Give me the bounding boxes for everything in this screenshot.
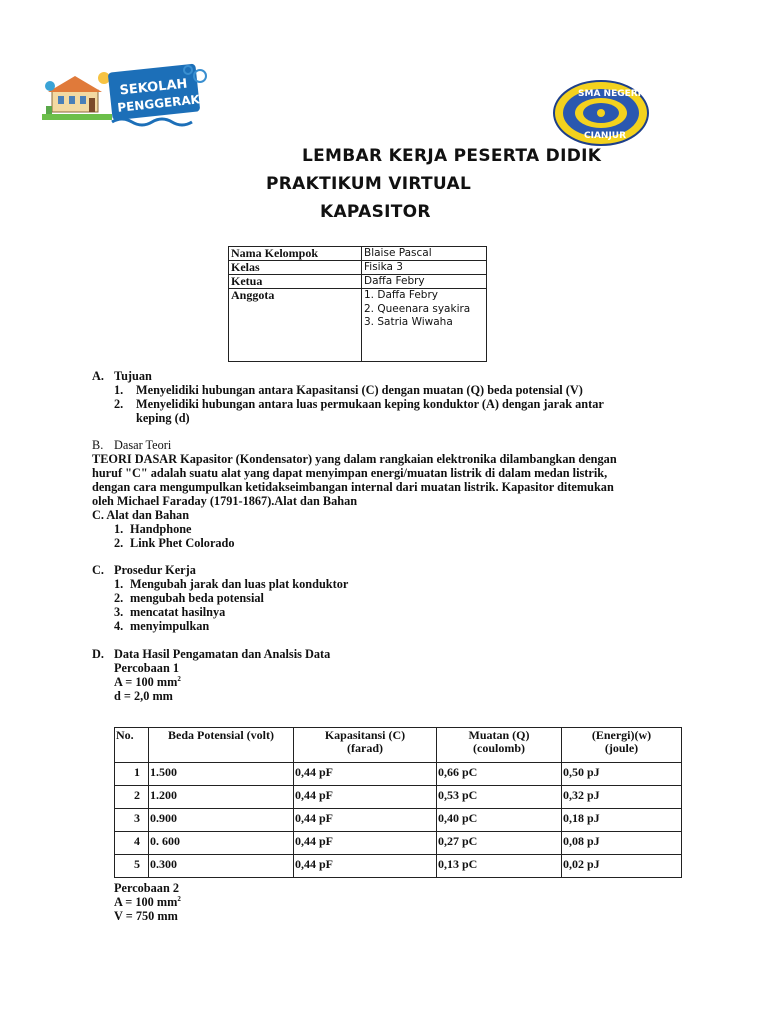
cell-no: 3	[115, 809, 149, 832]
section-c2-marker: C.	[92, 563, 104, 577]
members-label: Anggota	[229, 289, 362, 362]
identity-value: Fisika 3	[362, 261, 487, 275]
table-row	[115, 809, 682, 832]
paragraph-line: TEORI DASAR Kapasitor (Kondensator) yang dalam rangkaian elektronika dilambangkan dengan	[92, 452, 617, 466]
section-a-title: Tujuan	[114, 369, 152, 383]
col-header-capacitance	[294, 728, 437, 763]
identity-row-members	[229, 289, 487, 362]
table-row	[115, 855, 682, 878]
col-header-voltage: Beda Potensial (volt)	[149, 728, 294, 763]
cell-capacitance: 0,44 pF	[294, 832, 437, 855]
list-item: mengubah beda potensial	[130, 591, 264, 605]
superscript: 2	[177, 674, 181, 683]
list-item: Link Phet Colorado	[130, 536, 235, 550]
sekolah-penggerak-logo	[42, 62, 214, 128]
experiment-2-voltage: V = 750 mm	[114, 909, 178, 923]
header-line: (farad)	[347, 741, 383, 755]
section-c1-title: C. Alat dan Bahan	[92, 508, 190, 522]
col-header-no: No.	[115, 728, 149, 763]
table-row	[115, 786, 682, 809]
member-item: 1. Daffa Febry	[364, 289, 439, 301]
list-num: 2.	[114, 536, 124, 550]
paragraph-line: huruf "C" adalah suatu alat yang dapat menyimpan energi/muatan listrik di dalam medan listrik,	[92, 466, 608, 480]
section-b-title: Dasar Teori	[114, 438, 172, 452]
cell-energy: 0,18 pJ	[562, 809, 682, 832]
list-item: Menyelidiki hubungan antara Kapasitansi (C) dengan muatan (Q) beda potensial (V)	[136, 383, 583, 397]
cell-voltage: 1.500	[149, 763, 294, 786]
paragraph-line: oleh Michael Faraday (1791-1867).Alat dan Bahan	[92, 494, 358, 508]
superscript: 2	[177, 894, 181, 903]
list-num: 4.	[114, 619, 124, 633]
title-line-3: KAPASITOR	[320, 202, 431, 222]
cell-capacitance: 0,44 pF	[294, 809, 437, 832]
experiment-1-distance: d = 2,0 mm	[114, 689, 173, 703]
identity-value: Blaise Pascal	[362, 247, 487, 261]
header-line: (joule)	[604, 741, 639, 755]
section-d-title: Data Hasil Pengamatan dan Analsis Data	[114, 647, 331, 661]
section-a-marker: A.	[92, 369, 104, 383]
cell-charge: 0,66 pC	[437, 763, 562, 786]
list-item: menyimpulkan	[130, 619, 210, 633]
cell-no: 1	[115, 763, 149, 786]
cell-energy: 0,02 pJ	[562, 855, 682, 878]
cell-charge: 0,53 pC	[437, 786, 562, 809]
paragraph-line: dengan cara mengumpulkan ketidakseimbangan internal dari muatan listrik. Kapasitor ditemukan	[92, 480, 614, 494]
cell-voltage: 0.900	[149, 809, 294, 832]
section-b-marker: B.	[92, 438, 104, 452]
title-line-2: PRAKTIKUM VIRTUAL	[266, 174, 472, 194]
identity-row	[229, 261, 487, 275]
header-line: (coulomb)	[473, 741, 525, 755]
section-c2-title: Prosedur Kerja	[114, 563, 196, 577]
cell-energy: 0,50 pJ	[562, 763, 682, 786]
list-num: 1.	[114, 383, 124, 397]
cell-charge: 0,13 pC	[437, 855, 562, 878]
logo-text-top: SMA NEGERI 2	[578, 89, 650, 99]
table-header-row	[115, 728, 682, 763]
col-header-energy	[562, 728, 682, 763]
members-list	[362, 289, 487, 362]
experiment-1-area	[114, 676, 181, 690]
section-d-marker: D.	[92, 647, 104, 661]
cell-voltage: 0.300	[149, 855, 294, 878]
data-table	[114, 727, 682, 878]
list-num: 1.	[114, 577, 124, 591]
list-item: Mengubah jarak dan luas plat konduktor	[130, 577, 349, 591]
identity-table	[228, 246, 487, 362]
experiment-1-title: Percobaan 1	[114, 661, 180, 675]
cell-no: 4	[115, 832, 149, 855]
list-num: 2.	[114, 397, 124, 411]
header-line: (Energi)(w)	[591, 728, 652, 742]
cell-voltage: 0. 600	[149, 832, 294, 855]
cell-charge: 0,40 pC	[437, 809, 562, 832]
area-value: A = 100 mm	[114, 675, 178, 689]
cell-voltage: 1.200	[149, 786, 294, 809]
experiment-2-title: Percobaan 2	[114, 881, 180, 895]
logo-text-bottom: CIANJUR	[584, 131, 627, 141]
cell-no: 5	[115, 855, 149, 878]
logo-text-line2: PENGGERAK	[116, 92, 201, 115]
list-item: Handphone	[130, 522, 192, 536]
identity-label: Ketua	[229, 275, 362, 289]
title-line-1: LEMBAR KERJA PESERTA DIDIK	[302, 146, 602, 166]
cell-capacitance: 0,44 pF	[294, 786, 437, 809]
member-item: 3. Satria Wiwaha	[364, 316, 453, 328]
sma-negeri-2-cianjur-logo	[552, 80, 650, 146]
col-header-charge	[437, 728, 562, 763]
header-line: Kapasitansi (C)	[324, 728, 406, 742]
identity-label: Kelas	[229, 261, 362, 275]
table-row	[115, 763, 682, 786]
cell-capacitance: 0,44 pF	[294, 763, 437, 786]
list-num: 2.	[114, 591, 124, 605]
table-row	[115, 832, 682, 855]
cell-capacitance: 0,44 pF	[294, 855, 437, 878]
list-num: 1.	[114, 522, 124, 536]
list-item: mencatat hasilnya	[130, 605, 226, 619]
identity-label: Nama Kelompok	[229, 247, 362, 261]
list-item-cont: keping (d)	[136, 411, 190, 425]
cell-no: 2	[115, 786, 149, 809]
identity-row	[229, 247, 487, 261]
header-line: Muatan (Q)	[468, 728, 530, 742]
cell-charge: 0,27 pC	[437, 832, 562, 855]
cell-energy: 0,08 pJ	[562, 832, 682, 855]
list-item: Menyelidiki hubungan antara luas permukaan keping konduktor (A) dengan jarak antar	[136, 397, 604, 411]
logo-text-line1: SEKOLAH	[118, 76, 189, 99]
area-value: A = 100 mm	[114, 895, 178, 909]
list-num: 3.	[114, 605, 124, 619]
cell-energy: 0,32 pJ	[562, 786, 682, 809]
identity-value: Daffa Febry	[362, 275, 487, 289]
experiment-2-area	[114, 896, 181, 910]
identity-row	[229, 275, 487, 289]
member-item: 2. Queenara syakira	[364, 302, 471, 315]
